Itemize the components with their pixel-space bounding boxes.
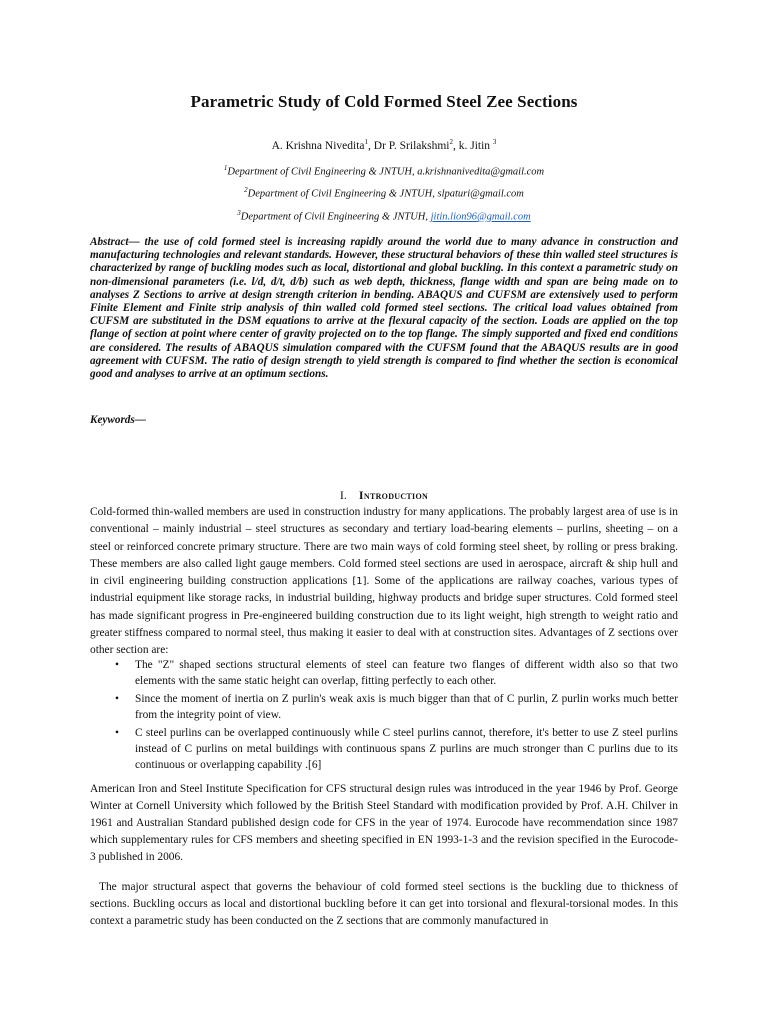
list-item <box>90 726 678 773</box>
author-1-affil-mark: 1 <box>364 138 369 146</box>
affiliation-2 <box>0 186 768 200</box>
affiliation-text: Department of Civil Engineering & JNTUH, a.krishnanivedita@gmail.com <box>227 166 545 178</box>
abstract: Abstract— the use of cold formed steel is increasing rapidly around the world due to many advance in construction and manufacturing technologies and relevant standards. However, these structural behaviors of these thin walled steel structures is characterized by range of buckling modes such as local, distortional and global buckling. In this context a parametric study on non-dimensional parameters (i.e. l/d, d/t, d/b) such as web depth, thickness, flange width and span are being made on to analyses Z Sections to arrive at design strength criterion in bending. ABAQUS and CUFSM are extensively used to perform Finite Element and Finite strip analysis of thin walled cold formed steel sections. The critical load values obtained from CUFSM are substituted in the DSM equations to arrive at the flexural capacity of the section. Loads are applied on the top flange of section at point where center of gravity projected on to the top flange. The simply supported and fixed end conditions are considered. The results of ABAQUS simulation compared with the CUFSM found that the ABAQUS results are in good agreement with CUFSM. The ratio of design strength to yield strength is compared to find whether the section is economical good and analyses to arrive at an optimum sections. <box>90 236 678 381</box>
list-item-text: Since the moment of inertia on Z purlin's weak axis is much bigger than that of C purlin, Z purlin works much better from the integrity point of view. <box>135 693 678 721</box>
intro-paragraph <box>90 504 678 660</box>
advantages-list <box>90 658 678 776</box>
affiliation-1 <box>0 164 768 178</box>
author-separator: , <box>452 139 459 152</box>
list-item <box>90 692 678 723</box>
author-3: k. Jitin <box>458 139 493 152</box>
bullet-icon: • <box>115 727 119 740</box>
history-paragraph: American Iron and Steel Institute Specification for CFS structural design rules was introduced in the year 1946 by Prof. George Winter at Cornell University which followed by the British Steel Standard with modification provided by Prof. A.H. Chilver in 1961 and Australian Standard published design code for CFS in the year of 1974. Eurocode have recommendation since 1987 which supplementary rules for CFS members and sheeting specified in EN 1993-1-3 and the revision specified in the Eurocode-3 published in 2006. <box>90 783 678 864</box>
section-title: Introduction <box>358 488 429 502</box>
affiliation-number: 2 <box>244 186 248 194</box>
author-1: A. Krishna Nivedita <box>271 139 365 152</box>
author-3-affil-mark: 3 <box>492 138 497 146</box>
author-2-affil-mark: 2 <box>449 138 453 146</box>
affiliation-text: Department of Civil Engineering & JNTUH, <box>240 211 431 223</box>
author-line <box>0 138 768 152</box>
bullet-icon: • <box>115 659 119 671</box>
affiliation-number: 3 <box>237 209 241 217</box>
affiliation-3 <box>0 209 768 223</box>
section-number: I. <box>339 488 347 502</box>
list-item <box>90 658 678 689</box>
list-item-text: C steel purlins can be overlapped continuously while C steel purlins cannot, therefore, it's better to use Z steel purlins instead of C purlins on metal buildings with continuous spans Z purlins are much stronger than C purlins due to its continuous or overlapping capability .[6] <box>135 727 678 771</box>
affiliation-text: Department of Civil Engineering & JNTUH, slpaturi@gmail.com <box>247 188 524 200</box>
section-heading <box>0 488 768 503</box>
email-link[interactable]: jitin.lion96@gmail.com <box>430 211 531 223</box>
keywords: Keywords— <box>90 414 146 426</box>
paper-title: Parametric Study of Cold Formed Steel Zee Sections <box>190 92 578 111</box>
paragraph-text: Cold-formed thin-walled members are used in construction industry for many applications. The probably largest area of use is in conventional – mainly industrial – steel structures as secondary and tertiary load-bearing elements – purlins, sheeting – on a steel or reinforced concrete primary structure. There are two main ways of cold forming steel sheet, by rolling or press braking. These members are also called light gauge members. Cold formed steel sections are used in aerospace, aircraft & ship hull and in civil engineering building construction applications <box>90 506 678 588</box>
list-item-text: The "Z" shaped sections structural elements of steel can feature two flanges of different width also so that two elements with the same static height can overlap, fitting perfectly to each other. <box>135 659 678 687</box>
citation-link[interactable]: [1] <box>352 576 367 588</box>
affiliation-number: 1 <box>223 164 228 172</box>
author-separator: , <box>368 139 374 152</box>
bullet-icon: • <box>115 693 119 706</box>
buckling-paragraph: The major structural aspect that governs the behaviour of cold formed steel sections is the buckling due to thickness of sections. Buckling occurs as local and distortional buckling before it can get into torsional and flexural-torsional modes. In this context a parametric study has been conducted on the Z sections that are commonly manufactured in <box>90 881 678 928</box>
paragraph-text: . Some of the applications are railway coaches, various types of industrial equipment like storage racks, in industrial building, highway products and bridge super structures. Cold formed steel has made significant progress in Pre-engineered building construction due to its light weight, high strength to weight ratio and greater stiffness compared to normal steel, thus making it easier to deal with at construction sites. Advantages of Z sections over other section are: <box>90 575 679 657</box>
author-2: Dr P. Srilakshmi <box>373 139 450 152</box>
